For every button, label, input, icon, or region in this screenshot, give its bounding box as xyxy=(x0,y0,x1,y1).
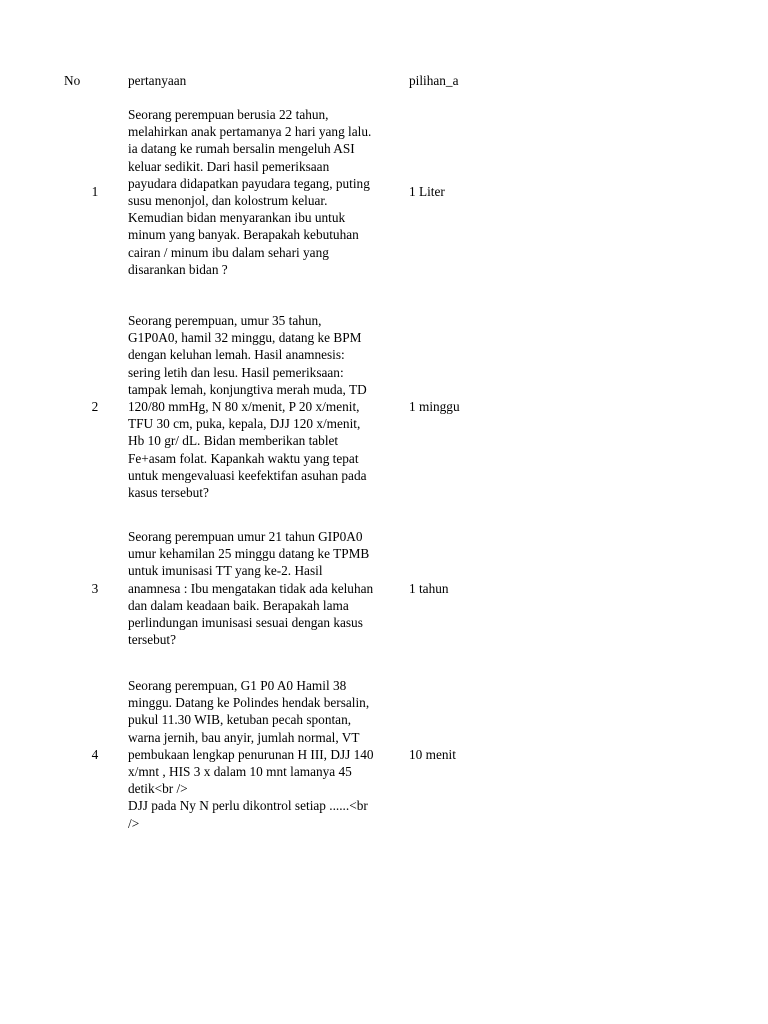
question-line: ia datang ke rumah bersalin mengeluh ASI xyxy=(128,141,355,157)
question-line: sering letih dan lesu. Hasil pemeriksaan: xyxy=(128,364,344,380)
answer-option-a: 1 tahun xyxy=(409,580,449,596)
question-line: melahirkan anak pertamanya 2 hari yang lalu. xyxy=(128,124,372,140)
question-line: detik<br /> xyxy=(128,781,188,797)
question-line: minggu. Datang ke Polindes hendak bersalin, xyxy=(128,695,370,711)
question-line: Hb 10 gr/ dL. Bidan memberikan tablet xyxy=(128,433,339,449)
question-line: dengan keluhan lemah. Hasil anamnesis: xyxy=(128,347,345,363)
question-line: anamnesa : Ibu mengatakan tidak ada keluhan xyxy=(128,580,374,596)
row-number: 3 xyxy=(91,580,99,596)
question-line: keluar sedikit. Dari hasil pemeriksaan xyxy=(128,158,330,174)
header-pilihan-a: pilihan_a xyxy=(409,73,459,88)
question-line: umur kehamilan 25 minggu datang ke TPMB xyxy=(128,546,370,562)
answer-option-a: 1 minggu xyxy=(409,399,460,414)
question-line: cairan / minum ibu dalam sehari yang xyxy=(128,244,329,260)
question-text xyxy=(128,312,408,501)
question-line: perlindungan imunisasi sesuai dengan kasus xyxy=(128,615,363,631)
question-line: dan dalam keadaan baik. Berapakah lama xyxy=(128,597,349,613)
answer-option-a: 10 menit xyxy=(409,746,456,762)
question-line: Seorang perempuan, G1 P0 A0 Hamil 38 xyxy=(128,678,347,693)
question-line: pukul 11.30 WIB, ketuban pecah spontan, xyxy=(128,712,352,728)
header-no: No xyxy=(64,73,81,88)
row-number: 4 xyxy=(91,746,99,762)
question-line: pembukaan lengkap penurunan H III, DJJ 140 xyxy=(128,746,374,762)
question-line: Kemudian bidan menyarankan ibu untuk xyxy=(128,210,346,226)
question-line: Seorang perempuan berusia 22 tahun, xyxy=(128,107,329,122)
question-line: tersebut? xyxy=(128,632,176,648)
header-pertanyaan: pertanyaan xyxy=(128,73,187,88)
row-number: 2 xyxy=(91,399,99,414)
question-line: disarankan bidan ? xyxy=(128,261,228,277)
question-line: x/mnt , HIS 3 x dalam 10 mnt lamanya 45 xyxy=(128,764,352,780)
question-line: Seorang perempuan, umur 35 tahun, xyxy=(128,313,322,328)
question-line: minum yang banyak. Berapakah kebutuhan xyxy=(128,227,359,243)
question-line: G1P0A0, hamil 32 minggu, datang ke BPM xyxy=(128,330,362,346)
question-line: payudara didapatkan payudara tegang, puting xyxy=(128,175,370,191)
question-line: tampak lemah, konjungtiva merah muda, TD xyxy=(128,381,367,397)
question-line: warna jernih, bau anyir, jumlah normal, VT xyxy=(128,729,360,745)
question-text xyxy=(128,677,408,832)
question-text xyxy=(128,528,408,648)
question-line: 120/80 mmHg, N 80 x/menit, P 20 x/menit, xyxy=(128,399,360,415)
question-line: kasus tersebut? xyxy=(128,485,209,501)
answer-option-a: 1 Liter xyxy=(409,184,445,200)
row-number: 1 xyxy=(91,184,99,200)
question-line: DJJ pada Ny N perlu dikontrol setiap ......<br xyxy=(128,798,368,814)
question-text xyxy=(128,106,408,278)
question-line: TFU 30 cm, puka, kepala, DJJ 120 x/menit, xyxy=(128,416,361,432)
question-line: /> xyxy=(128,815,140,831)
question-line: untuk imunisasi TT yang ke-2. Hasil xyxy=(128,563,323,579)
question-line: susu menonjol, dan kolostrum keluar. xyxy=(128,193,328,209)
question-line: Fe+asam folat. Kapankah waktu yang tepat xyxy=(128,450,359,466)
question-line: untuk mengevaluasi keefektifan asuhan pada xyxy=(128,467,367,483)
question-line: Seorang perempuan umur 21 tahun GIP0A0 xyxy=(128,529,363,544)
